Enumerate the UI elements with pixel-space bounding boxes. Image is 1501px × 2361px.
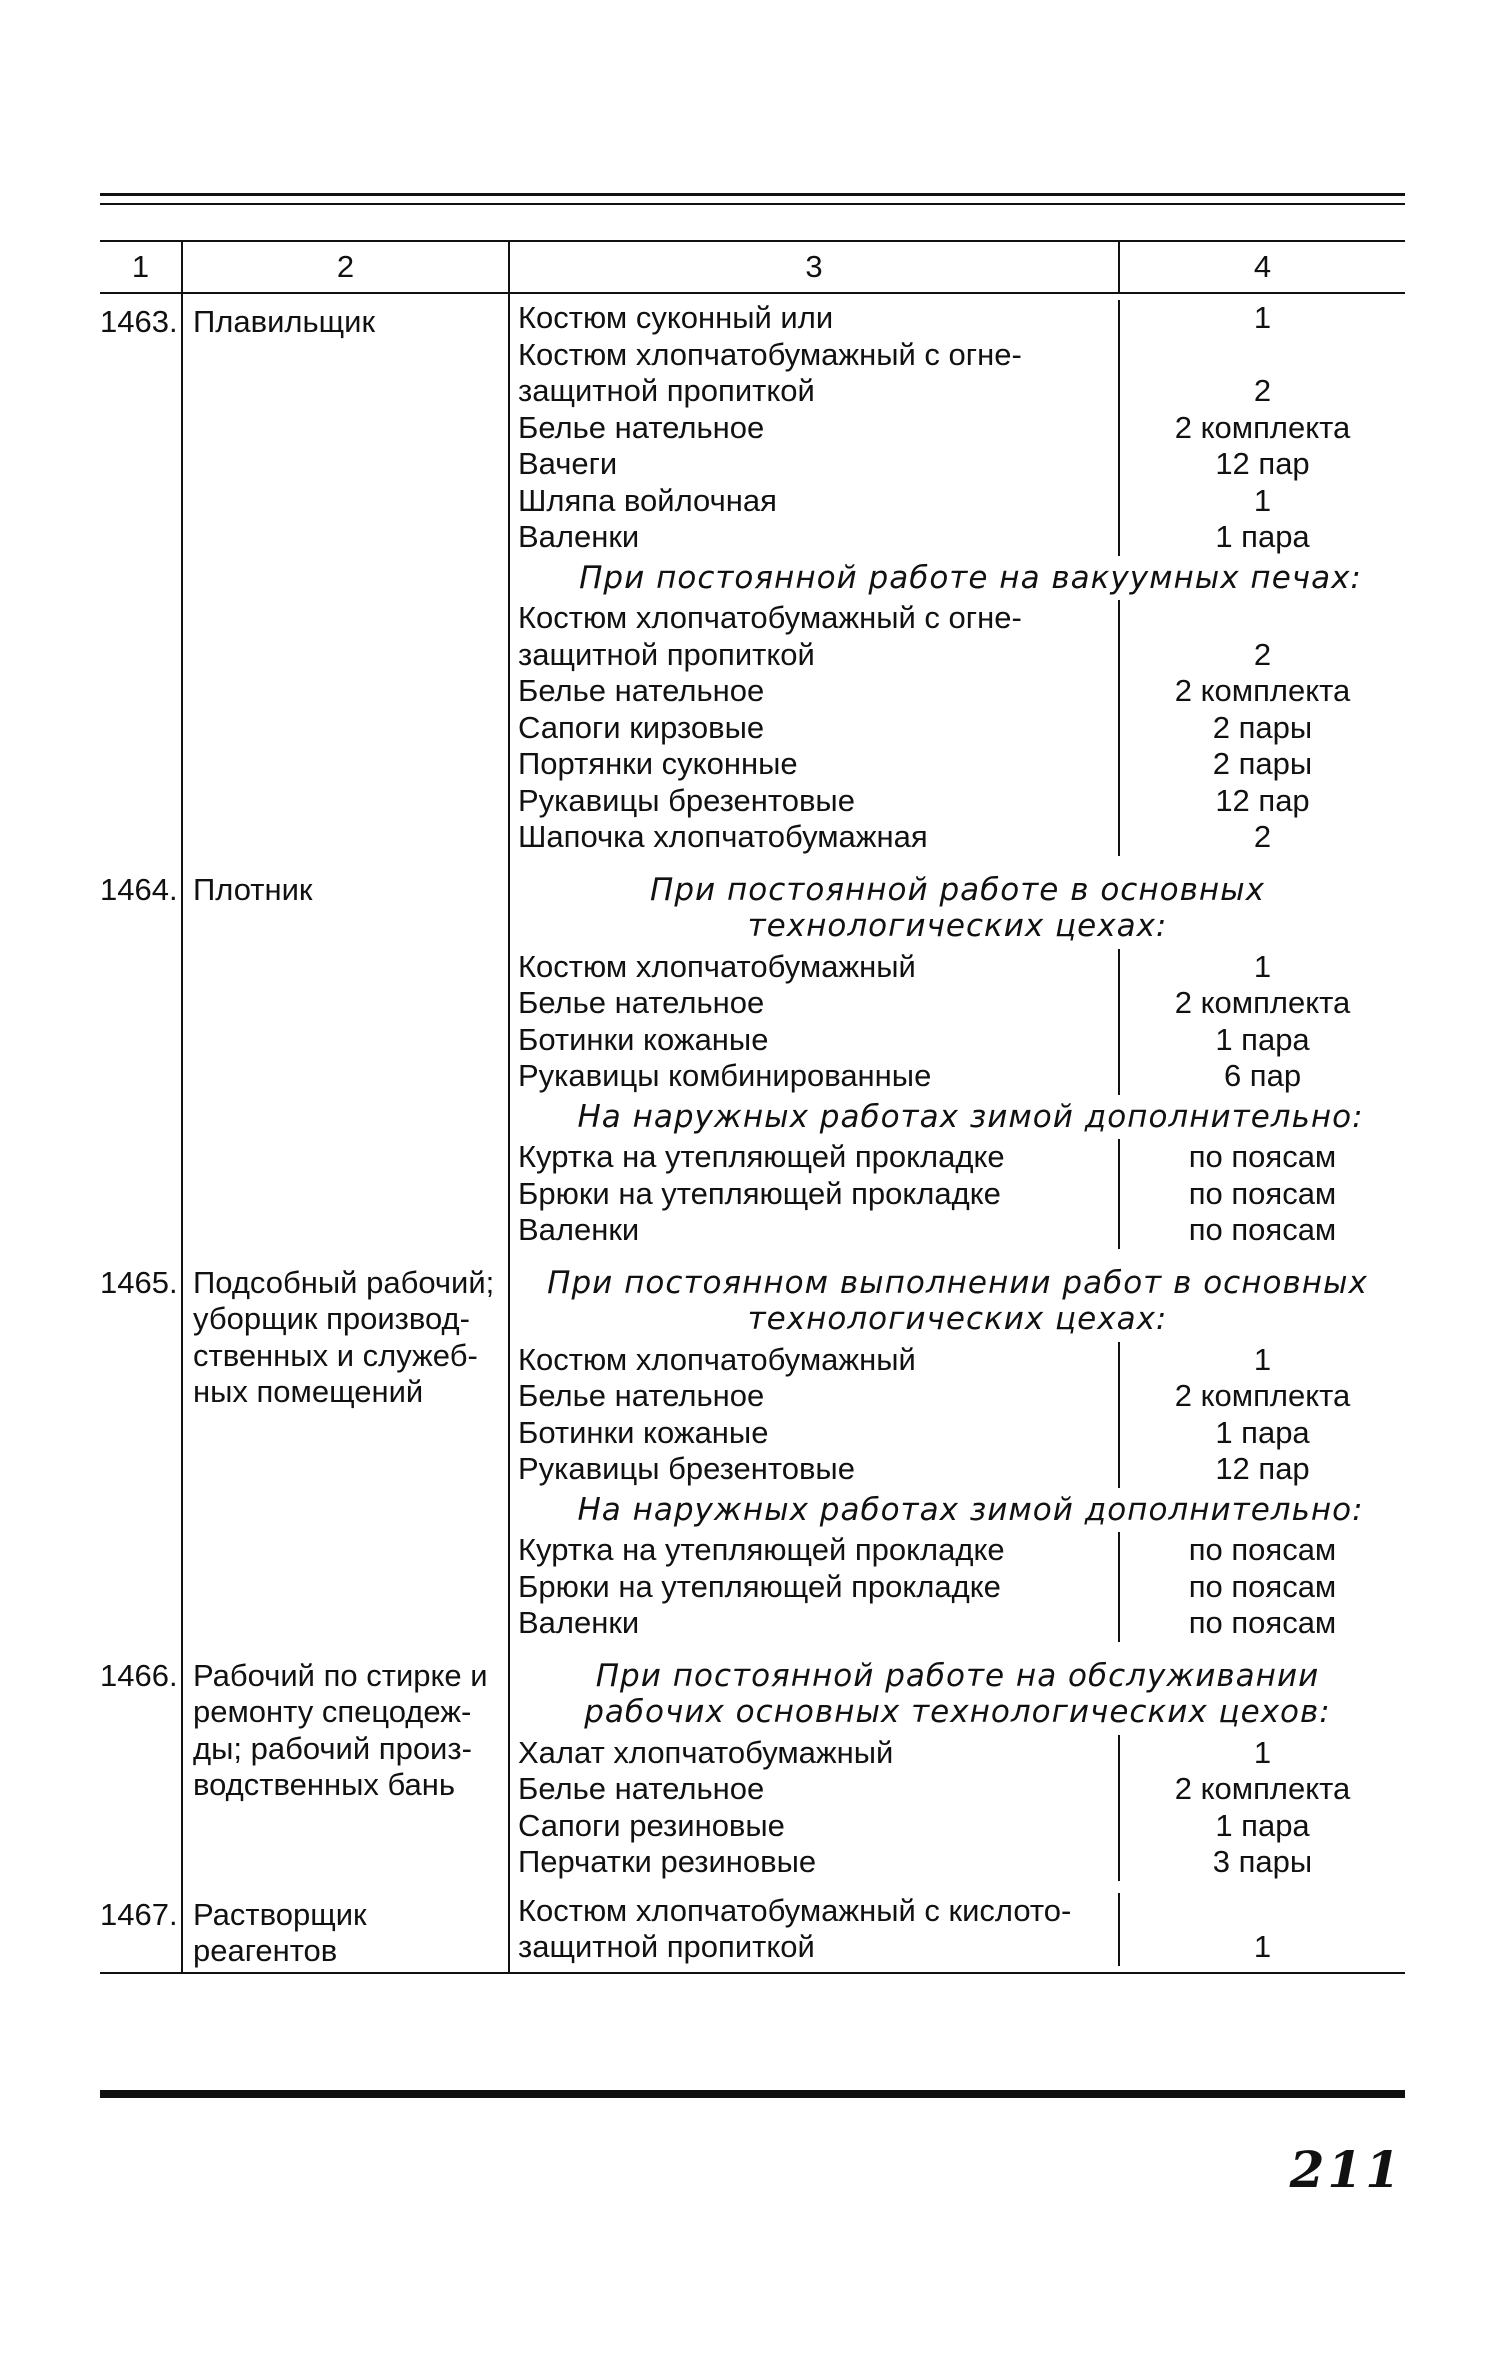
equipment-quantity: 2 комплекта [1174,1771,1351,1806]
equipment-item: Костюм хлопчатобумажный с огне- [518,600,1022,635]
equipment-group [510,1342,1405,1488]
table-row [100,1255,1405,1648]
equipment-item: Белье нательное [518,1378,765,1413]
equipment-item: Сапоги кирзовые [518,709,765,745]
equipment-item: Сапоги резиновые [518,1807,785,1843]
item-number: 1467. [100,1887,182,1973]
equipment-names [510,1532,1118,1642]
item-number: 1465. [100,1264,178,1300]
equipment-item: Костюм суконный или [518,300,834,335]
table-row [100,862,1405,1255]
profession-name: Подсобный рабочий; уборщик производ- ственных и служеб- ных помещений [182,1255,509,1648]
equipment-item: Белье нательное [518,409,765,445]
equipment-quantity: по поясам [1188,1568,1337,1604]
equipment-cell [509,1887,1405,1973]
equipment-item: Брюки на утепляющей прокладке [518,1175,1001,1211]
equipment-item: Шляпа войлочная [518,482,777,518]
item-number: 1464. [100,871,178,907]
equipment-quantities [1118,300,1405,556]
equipment-quantities [1118,600,1405,856]
equipment-quantity: 2 пары [1212,709,1313,745]
bottom-rule [100,2090,1405,2098]
item-number: 1466. [100,1657,178,1693]
condition-heading: На наружных работах зимой дополнительно: [577,1098,1364,1135]
equipment-item: защитной пропиткой [518,1929,815,1964]
column-header: 2 [182,241,509,293]
equipment-quantities [1118,1342,1405,1488]
equipment-quantity: 1 пара [1215,1414,1310,1450]
top-rule [100,193,1405,196]
equipment-quantity: 2 [1253,819,1272,854]
equipment-item: Белье нательное [518,985,765,1020]
profession-name: Плавильщик [182,293,509,862]
equipment-item: Валенки [518,519,640,554]
equipment-item: Белье нательное [518,1771,765,1806]
equipment-cell [509,862,1405,1255]
equipment-quantity: 1 [1253,300,1272,335]
equipment-quantity: 2 пары [1212,746,1313,781]
condition-heading: При постоянной работе на вакуумных печах: [579,559,1362,596]
equipment-item: Костюм хлопчатобумажный с огне- [518,336,1022,372]
equipment-quantity: 1 [1253,948,1272,984]
condition-heading: При постоянном выполнении работ в основных технологических цехах: [547,1264,1368,1337]
equipment-cell [509,1255,1405,1648]
equipment-quantity [1120,1893,1405,1930]
equipment-item: Рукавицы брезентовые [518,782,855,818]
equipment-quantity: по поясам [1188,1605,1337,1640]
equipment-item: Рукавицы комбинированные [518,1058,932,1093]
column-header: 1 [100,241,182,293]
equipment-quantity: 6 пар [1223,1058,1302,1093]
equipment-quantities [1118,1139,1405,1249]
equipment-quantity: по поясам [1188,1532,1337,1567]
equipment-item: Валенки [518,1605,640,1640]
equipment-item: Костюм хлопчатобумажный [518,1341,916,1377]
column-header-3: 3 [805,248,823,284]
column-header [509,241,1405,293]
equipment-item: Ботинки кожаные [518,1021,769,1057]
equipment-quantity: 2 комплекта [1174,409,1351,445]
equipment-quantity [1120,337,1405,374]
equipment-quantity: 1 пара [1215,1021,1310,1057]
equipment-quantity: 1 [1253,482,1272,518]
equipment-group [510,949,1405,1095]
equipment-group [510,300,1405,556]
condition-heading: На наружных работах зимой дополнительно: [577,1491,1364,1528]
top-rule-thin [100,203,1405,205]
page-number: 211 [1289,2140,1403,2199]
equipment-item: защитной пропиткой [518,373,815,408]
equipment-item: Костюм хлопчатобумажный с кислото- [518,1892,1072,1928]
equipment-group [510,1139,1405,1249]
equipment-cell [509,1648,1405,1887]
equipment-group [510,600,1405,856]
equipment-names [510,1893,1118,1966]
ppe-norms-table [100,240,1405,1974]
equipment-item: Халат хлопчатобумажный [518,1734,894,1770]
table-row [100,1887,1405,1973]
equipment-quantities [1118,1735,1405,1881]
equipment-cell [509,293,1405,862]
equipment-quantity: 2 [1253,373,1272,408]
equipment-group [510,1735,1405,1881]
equipment-item: Ботинки кожаные [518,1414,769,1450]
equipment-item: Вачеги [518,446,618,481]
equipment-quantity [1120,600,1405,637]
item-number: 1463. [100,304,178,339]
condition-heading: При постоянной работе в основных технологических цехах: [650,871,1265,944]
equipment-quantity: 12 пар [1215,1451,1310,1486]
equipment-quantities [1118,1893,1405,1966]
equipment-names [510,600,1118,856]
equipment-item: Костюм хлопчатобумажный [518,948,916,984]
equipment-item: Куртка на утепляющей прокладке [518,1139,1005,1174]
equipment-quantities [1118,1532,1405,1642]
equipment-quantity: по поясам [1188,1175,1337,1211]
equipment-item: Белье нательное [518,673,765,708]
equipment-quantity: 2 комплекта [1174,673,1351,708]
profession-name: Рабочий по стирке и ремонту спецодеж- ды; рабочий произ- водственных бань [182,1648,509,1887]
equipment-names [510,1735,1118,1881]
equipment-item: Брюки на утепляющей прокладке [518,1568,1001,1604]
equipment-quantity: 1 пара [1215,519,1310,554]
equipment-quantity: 3 пары [1212,1844,1313,1879]
equipment-names [510,300,1118,556]
equipment-quantity: 12 пар [1215,446,1310,481]
equipment-quantity: 1 [1253,1341,1272,1377]
condition-heading: При постоянной работе на обслуживании рабочих основных технологических цехов: [584,1657,1331,1730]
equipment-item: Перчатки резиновые [518,1844,817,1879]
equipment-group [510,1532,1405,1642]
equipment-item: Рукавицы брезентовые [518,1451,855,1486]
equipment-quantity: 12 пар [1215,782,1310,818]
equipment-quantity: по поясам [1188,1212,1337,1247]
equipment-item: Валенки [518,1212,640,1247]
equipment-quantity: 2 [1253,636,1272,672]
profession-name: Плотник [182,862,509,1255]
equipment-names [510,1342,1118,1488]
profession-name: Растворщик реагентов [182,1887,509,1973]
equipment-names [510,1139,1118,1249]
equipment-item: Шапочка хлопчатобумажная [518,819,928,854]
table-row [100,1648,1405,1887]
equipment-group [510,1893,1405,1966]
equipment-quantity: 2 комплекта [1174,985,1351,1020]
equipment-quantity: 1 [1253,1734,1272,1770]
equipment-quantity: 1 [1253,1929,1272,1964]
column-header-4: 4 [1118,242,1405,292]
equipment-item: защитной пропиткой [518,636,815,672]
column-number-row [100,241,1405,293]
equipment-item: Портянки суконные [518,746,798,781]
equipment-quantities [1118,949,1405,1095]
equipment-quantity: 1 пара [1215,1807,1310,1843]
equipment-quantity: по поясам [1188,1139,1337,1174]
equipment-names [510,949,1118,1095]
table-row [100,293,1405,862]
equipment-item: Куртка на утепляющей прокладке [518,1532,1005,1567]
equipment-quantity: 2 комплекта [1174,1378,1351,1413]
